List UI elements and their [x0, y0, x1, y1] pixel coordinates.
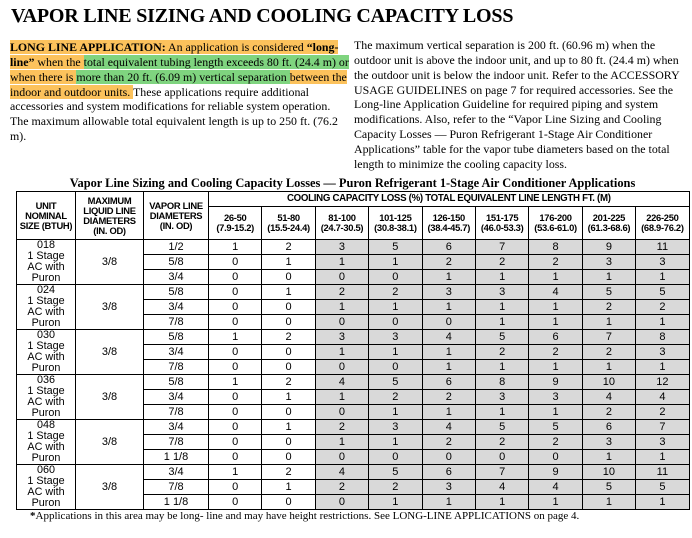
highlighted-text-segment: “long-line” [10, 40, 339, 69]
capacity-loss-cell: 0 [209, 450, 262, 465]
footnote [30, 510, 579, 522]
capacity-loss-cell: 0 [262, 405, 315, 420]
capacity-loss-cell: 1 [422, 495, 475, 510]
capacity-loss-cell: 2 [636, 405, 690, 420]
capacity-loss-cell: 7 [475, 240, 528, 255]
capacity-loss-cell: 2 [262, 240, 315, 255]
vapor-line-diameter-cell: 1 1/8 [144, 495, 209, 510]
capacity-loss-cell: 1 [529, 315, 582, 330]
capacity-loss-cell: 4 [529, 480, 582, 495]
highlighted-text-segment: total equivalent tubing length exceeds 80 ft. (24.4 m) or [83, 54, 349, 69]
capacity-loss-cell: 3 [582, 435, 635, 450]
capacity-loss-cell: 1 [369, 495, 422, 510]
capacity-loss-cell: 0 [369, 450, 422, 465]
capacity-loss-cell: 1 [422, 405, 475, 420]
unit-size-cell: 036 1 Stage AC with Puron [17, 375, 76, 420]
capacity-loss-cell: 8 [529, 240, 582, 255]
capacity-loss-cell: 0 [262, 270, 315, 285]
capacity-loss-cell: 1 [209, 465, 262, 480]
capacity-loss-cell: 2 [582, 345, 635, 360]
capacity-loss-cell: 1 [636, 360, 690, 375]
capacity-loss-cell: 0 [209, 420, 262, 435]
unit-size-cell: 048 1 Stage AC with Puron [17, 420, 76, 465]
capacity-loss-cell: 1 [582, 495, 635, 510]
table-row [17, 420, 690, 435]
capacity-loss-cell: 1 [369, 345, 422, 360]
capacity-loss-cell: 0 [422, 315, 475, 330]
capacity-loss-cell: 0 [315, 450, 368, 465]
capacity-loss-cell: 3 [369, 330, 422, 345]
unit-size-cell: 030 1 Stage AC with Puron [17, 330, 76, 375]
table-row [17, 465, 690, 480]
cooling-capacity-loss-header: COOLING CAPACITY LOSS (%) TOTAL EQUIVALENT LINE LENGTH FT. (M) [209, 192, 690, 207]
capacity-loss-cell: 0 [422, 450, 475, 465]
capacity-loss-cell: 3 [636, 255, 690, 270]
highlighted-text-segment: when the [34, 54, 84, 69]
capacity-loss-cell: 7 [475, 465, 528, 480]
capacity-loss-cell: 0 [209, 390, 262, 405]
capacity-loss-cell: 0 [209, 270, 262, 285]
capacity-loss-cell: 4 [529, 285, 582, 300]
vapor-line-diameter-cell: 7/8 [144, 435, 209, 450]
table-row [17, 240, 690, 255]
capacity-loss-cell: 0 [475, 450, 528, 465]
capacity-loss-cell: 1 [475, 270, 528, 285]
capacity-loss-cell: 1 [636, 450, 690, 465]
capacity-loss-cell: 1 [262, 285, 315, 300]
capacity-loss-cell: 6 [582, 420, 635, 435]
capacity-loss-cell: 1 [636, 495, 690, 510]
line-length-range-header: 226-250 (68.9-76.2) [636, 207, 690, 240]
capacity-loss-cell: 3 [582, 255, 635, 270]
vapor-line-diameter-cell: 1/2 [144, 240, 209, 255]
vapor-line-diameter-cell: 5/8 [144, 285, 209, 300]
capacity-loss-cell: 3 [636, 435, 690, 450]
capacity-loss-cell: 2 [475, 435, 528, 450]
capacity-loss-cell: 0 [262, 345, 315, 360]
vapor-line-diameter-cell: 3/4 [144, 270, 209, 285]
capacity-loss-cell: 1 [262, 480, 315, 495]
capacity-loss-cell: 2 [369, 285, 422, 300]
vapor-line-diameter-cell: 1 1/8 [144, 450, 209, 465]
table-title: Vapor Line Sizing and Cooling Capacity Losses — Puron Refrigerant 1-Stage Air Conditioner Applications [69, 176, 636, 190]
liquid-line-diameter-cell: 3/8 [76, 240, 144, 285]
capacity-loss-cell: 1 [475, 315, 528, 330]
capacity-loss-cell: 9 [582, 240, 635, 255]
capacity-loss-cell: 0 [209, 300, 262, 315]
capacity-loss-cell: 1 [636, 315, 690, 330]
capacity-loss-cell: 3 [529, 390, 582, 405]
capacity-loss-cell: 0 [209, 345, 262, 360]
capacity-loss-cell: 0 [315, 360, 368, 375]
capacity-loss-cell: 1 [529, 270, 582, 285]
vapor-line-sizing-table [16, 191, 690, 510]
capacity-loss-cell: 11 [636, 240, 690, 255]
vapor-line-diameter-cell: 5/8 [144, 330, 209, 345]
capacity-loss-cell: 1 [422, 270, 475, 285]
capacity-loss-cell: 1 [315, 255, 368, 270]
capacity-loss-cell: 4 [315, 375, 368, 390]
capacity-loss-cell: 0 [262, 495, 315, 510]
capacity-loss-cell: 6 [422, 465, 475, 480]
capacity-loss-cell: 4 [422, 420, 475, 435]
vapor-line-diameter-cell: 3/4 [144, 420, 209, 435]
capacity-loss-cell: 0 [209, 255, 262, 270]
highlighted-text-segment: when there is [10, 69, 77, 84]
capacity-loss-cell: 0 [209, 495, 262, 510]
header-row-top [17, 192, 690, 207]
line-length-range-header: 26-50 (7.9-15.2) [209, 207, 262, 240]
capacity-loss-cell: 5 [636, 285, 690, 300]
vapor-line-diameter-cell: 7/8 [144, 405, 209, 420]
unit-size-cell: 024 1 Stage AC with Puron [17, 285, 76, 330]
capacity-loss-cell: 3 [475, 285, 528, 300]
capacity-loss-cell: 0 [262, 435, 315, 450]
capacity-loss-cell: 6 [529, 330, 582, 345]
capacity-loss-cell: 1 [369, 435, 422, 450]
line-length-range-header: 81-100 (24.7-30.5) [315, 207, 368, 240]
capacity-loss-cell: 2 [369, 480, 422, 495]
capacity-loss-cell: 1 [209, 240, 262, 255]
capacity-loss-cell: 7 [636, 420, 690, 435]
capacity-loss-cell: 3 [315, 240, 368, 255]
highlighted-text-segment: LONG LINE APPLICATION: [10, 40, 166, 54]
liquid-line-diameter-cell: 3/8 [76, 330, 144, 375]
capacity-loss-cell: 1 [209, 375, 262, 390]
capacity-loss-cell: 0 [262, 300, 315, 315]
capacity-loss-cell: 1 [529, 360, 582, 375]
capacity-loss-cell: 2 [422, 435, 475, 450]
capacity-loss-cell: 0 [209, 285, 262, 300]
footnote-asterisk: * [30, 510, 36, 522]
capacity-loss-cell: 2 [582, 300, 635, 315]
long-line-application-paragraph [10, 40, 349, 144]
capacity-loss-cell: 1 [475, 360, 528, 375]
capacity-loss-cell: 0 [209, 360, 262, 375]
highlighted-text-segment: An application is considered [165, 40, 307, 54]
capacity-loss-cell: 1 [422, 360, 475, 375]
unit-size-cell: 060 1 Stage AC with Puron [17, 465, 76, 510]
capacity-loss-cell: 1 [315, 390, 368, 405]
capacity-loss-cell: 0 [315, 315, 368, 330]
capacity-loss-cell: 2 [315, 420, 368, 435]
capacity-loss-cell: 2 [422, 255, 475, 270]
capacity-loss-cell: 2 [422, 390, 475, 405]
capacity-loss-cell: 0 [209, 435, 262, 450]
capacity-loss-cell: 3 [315, 330, 368, 345]
capacity-loss-cell: 1 [262, 255, 315, 270]
capacity-loss-cell: 0 [369, 315, 422, 330]
capacity-loss-cell: 5 [369, 375, 422, 390]
capacity-loss-cell: 5 [475, 330, 528, 345]
liquid-line-diameter-cell: 3/8 [76, 375, 144, 420]
capacity-loss-cell: 0 [369, 270, 422, 285]
liquid-line-header: MAXIMUM LIQUID LINE DIAMETERS (IN. OD) [76, 192, 144, 240]
capacity-loss-cell: 0 [262, 360, 315, 375]
capacity-loss-cell: 1 [529, 495, 582, 510]
footnote-text: Applications in this area may be long- line and may have height restrictions. See LONG-LINE APPLICATIONS on page 4. [35, 510, 580, 522]
vapor-line-diameter-cell: 3/4 [144, 345, 209, 360]
capacity-loss-cell: 1 [262, 390, 315, 405]
capacity-loss-cell: 1 [369, 255, 422, 270]
capacity-loss-cell: 2 [529, 345, 582, 360]
capacity-loss-cell: 5 [582, 285, 635, 300]
capacity-loss-cell: 1 [315, 435, 368, 450]
capacity-loss-cell: 1 [422, 300, 475, 315]
capacity-loss-cell: 1 [422, 345, 475, 360]
capacity-loss-cell: 0 [262, 315, 315, 330]
capacity-loss-cell: 4 [582, 390, 635, 405]
capacity-loss-cell: 4 [315, 465, 368, 480]
capacity-loss-cell: 0 [315, 495, 368, 510]
capacity-loss-cell: 4 [636, 390, 690, 405]
capacity-loss-cell: 1 [582, 450, 635, 465]
capacity-loss-cell: 5 [369, 465, 422, 480]
vapor-line-diameter-cell: 3/4 [144, 390, 209, 405]
capacity-loss-cell: 2 [262, 465, 315, 480]
capacity-loss-cell: 2 [262, 330, 315, 345]
capacity-loss-cell: 1 [315, 345, 368, 360]
capacity-loss-cell: 9 [529, 375, 582, 390]
capacity-loss-cell: 7 [582, 330, 635, 345]
capacity-loss-cell: 0 [209, 405, 262, 420]
capacity-loss-cell: 1 [636, 270, 690, 285]
capacity-loss-cell: 2 [369, 390, 422, 405]
capacity-loss-cell: 0 [209, 480, 262, 495]
vapor-line-diameter-cell: 3/4 [144, 465, 209, 480]
capacity-loss-cell: 4 [475, 480, 528, 495]
highlighted-text-segment: more than 20 ft. (6.09 m) vertical separation [76, 69, 290, 84]
capacity-loss-cell: 1 [262, 420, 315, 435]
vapor-line-diameter-cell: 7/8 [144, 480, 209, 495]
capacity-loss-cell: 1 [475, 300, 528, 315]
capacity-loss-cell: 2 [529, 435, 582, 450]
capacity-loss-cell: 6 [422, 240, 475, 255]
table-row [17, 375, 690, 390]
liquid-line-diameter-cell: 3/8 [76, 420, 144, 465]
capacity-loss-cell: 10 [582, 375, 635, 390]
vapor-line-diameter-cell: 7/8 [144, 315, 209, 330]
capacity-loss-cell: 3 [422, 285, 475, 300]
vapor-line-diameter-cell: 7/8 [144, 360, 209, 375]
unit-size-cell: 018 1 Stage AC with Puron [17, 240, 76, 285]
capacity-loss-cell: 10 [582, 465, 635, 480]
capacity-loss-cell: 6 [422, 375, 475, 390]
capacity-loss-cell: 4 [422, 330, 475, 345]
capacity-loss-cell: 8 [475, 375, 528, 390]
capacity-loss-cell: 2 [315, 285, 368, 300]
liquid-line-diameter-cell: 3/8 [76, 465, 144, 510]
capacity-loss-cell: 1 [529, 300, 582, 315]
vapor-line-diameter-cell: 5/8 [144, 375, 209, 390]
vapor-line-header: VAPOR LINE DIAMETERS (IN. OD) [144, 192, 209, 240]
table-row [17, 285, 690, 300]
capacity-loss-cell: 1 [369, 300, 422, 315]
capacity-loss-cell: 2 [529, 255, 582, 270]
capacity-loss-cell: 9 [529, 465, 582, 480]
vapor-line-diameter-cell: 5/8 [144, 255, 209, 270]
capacity-loss-cell: 2 [315, 480, 368, 495]
capacity-loss-cell: 12 [636, 375, 690, 390]
capacity-loss-cell: 2 [636, 300, 690, 315]
line-length-range-header: 201-225 (61.3-68.6) [582, 207, 635, 240]
capacity-loss-cell: 1 [582, 315, 635, 330]
capacity-loss-cell: 3 [422, 480, 475, 495]
vertical-separation-paragraph: The maximum vertical separation is 200 ft. (60.96 m) when the outdoor unit is above the indoor unit, and up to 80 ft. (24.4 m) when the outdoor unit is below the indoor unit. Refer to the ACCESSORY USAGE GUIDELINES on page 7 for required accessories. See the Long-line Application Guideline for required piping and system modifications. Also, refer to the “Vapor Line Sizing and Cooling Capacity Losses — Puron Refrigerant 1-Stage Air Conditioner Applications” table for the vapor tube diameters based on the total length to minimize the cooling capacity loss. [354, 38, 680, 171]
capacity-loss-cell: 5 [529, 420, 582, 435]
capacity-loss-cell: 0 [369, 360, 422, 375]
unit-size-header: UNIT NOMINAL SIZE (BTUH) [17, 192, 76, 240]
capacity-loss-cell: 5 [369, 240, 422, 255]
capacity-loss-cell: 3 [636, 345, 690, 360]
capacity-loss-cell: 1 [582, 360, 635, 375]
highlighted-text-segment: between the indoor and outdoor units. [10, 69, 347, 99]
capacity-loss-cell: 2 [475, 345, 528, 360]
line-length-range-header: 176-200 (53.6-61.0) [529, 207, 582, 240]
capacity-loss-cell: 1 [209, 330, 262, 345]
capacity-loss-cell: 5 [582, 480, 635, 495]
capacity-loss-cell: 0 [315, 270, 368, 285]
capacity-loss-cell: 3 [369, 420, 422, 435]
line-length-range-header: 151-175 (46.0-53.3) [475, 207, 528, 240]
capacity-loss-cell: 0 [315, 405, 368, 420]
capacity-loss-cell: 2 [582, 405, 635, 420]
capacity-loss-cell: 11 [636, 465, 690, 480]
line-length-range-header: 51-80 (15.5-24.4) [262, 207, 315, 240]
capacity-loss-cell: 1 [529, 405, 582, 420]
line-length-range-header: 101-125 (30.8-38.1) [369, 207, 422, 240]
vapor-line-diameter-cell: 3/4 [144, 300, 209, 315]
highlighted-text-segment: These applications require additional accessories and system modifications for reliable system operation. The maximum allowable total equivalent length is up to 250 ft. (76.2 m). [10, 84, 338, 144]
capacity-loss-cell: 1 [582, 270, 635, 285]
liquid-line-diameter-cell: 3/8 [76, 285, 144, 330]
capacity-loss-cell: 5 [475, 420, 528, 435]
capacity-loss-cell: 3 [475, 390, 528, 405]
line-length-range-header: 126-150 (38.4-45.7) [422, 207, 475, 240]
page-title: VAPOR LINE SIZING AND COOLING CAPACITY LOSS [11, 5, 514, 27]
capacity-loss-cell: 1 [475, 495, 528, 510]
capacity-loss-cell: 2 [262, 375, 315, 390]
capacity-loss-cell: 1 [315, 300, 368, 315]
capacity-loss-cell: 1 [369, 405, 422, 420]
capacity-loss-cell: 0 [209, 315, 262, 330]
capacity-loss-cell: 1 [475, 405, 528, 420]
capacity-loss-cell: 8 [636, 330, 690, 345]
capacity-loss-cell: 0 [262, 450, 315, 465]
capacity-loss-cell: 5 [636, 480, 690, 495]
table-row [17, 330, 690, 345]
capacity-loss-cell: 2 [475, 255, 528, 270]
capacity-loss-cell: 0 [529, 450, 582, 465]
